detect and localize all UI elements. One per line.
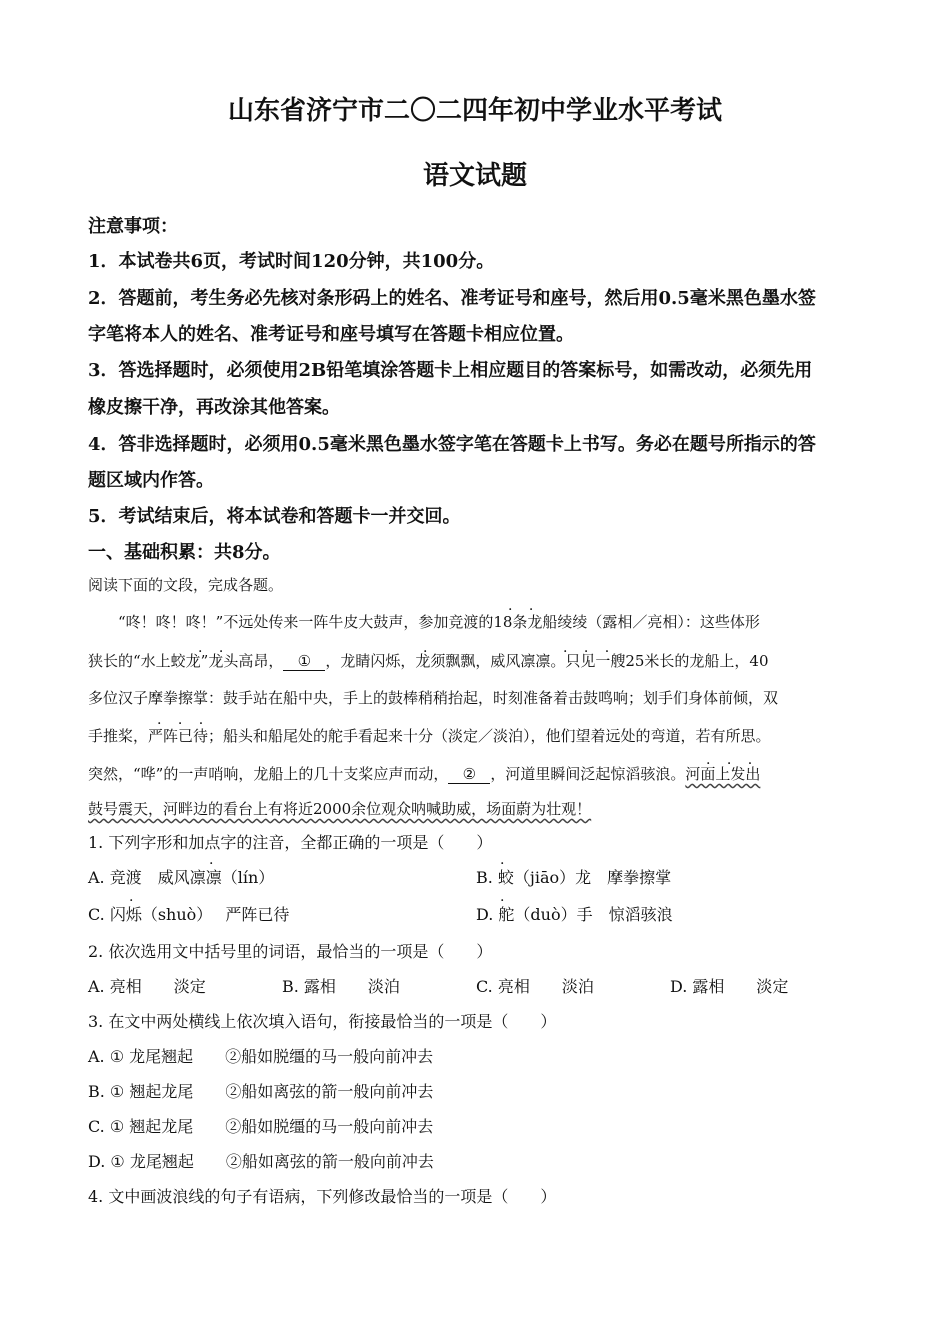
- passage-line: “咚！咚！咚！”不远处传来一阵牛皮大鼓声，参加竞渡的18条龙船绫绫（露相／亮相）：这些体形: [118, 613, 760, 631]
- notice-item: 字笔将本人的姓名、准考证号和座号填写在答题卡相应位置。: [88, 324, 574, 345]
- q3-option-c: C. ① 翘起龙尾 ②船如脱缰的马一般向前冲去: [88, 1117, 434, 1136]
- blank-2: ②: [448, 765, 490, 784]
- passage-line: 手推桨，严阵已待；船头和船尾处的舵手看起来十分（淡定／淡泊），他们望着远处的弯道，若有所思。: [88, 727, 771, 745]
- passage-line: [88, 798, 868, 819]
- section-heading: 一、基础积累：共8分。: [88, 542, 281, 563]
- q2-option-a: A. 亮相 淡定: [88, 977, 206, 996]
- question-3-stem: 3. 在文中两处横线上依次填入语句，衔接最恰当的一项是（ ）: [88, 1012, 557, 1031]
- q2-option-c: C. 亮相 淡泊: [476, 977, 594, 996]
- notice-heading: 注意事项：: [88, 216, 178, 237]
- notice-item: 5．考试结束后，将本试卷和答题卡一并交回。: [88, 506, 461, 527]
- emphasis-dots: .: [500, 889, 511, 905]
- notice-item: 1．本试卷共6页，考试时间120分钟，共100分。: [88, 251, 495, 272]
- question-1-stem: 1. 下列字形和加点字的注音，全都正确的一项是（ ）: [88, 833, 493, 852]
- exam-subtitle: 语文试题: [422, 161, 527, 191]
- emphasis-dots: . .: [508, 598, 540, 614]
- reading-instruction: 阅读下面的文段，完成各题。: [88, 576, 284, 594]
- question-2-stem: 2. 依次选用文中括号里的词语，最恰当的一项是（ ）: [88, 942, 493, 961]
- q1-option-b: B. 蛟（jiāo）龙 摩拳擦掌: [476, 868, 672, 887]
- q2-option-d: D. 露相 淡定: [670, 977, 789, 996]
- notice-item: 题区域内作答。: [88, 470, 214, 491]
- question-4-stem: 4. 文中画波浪线的句子有语病，下列修改最恰当的一项是（ ）: [88, 1187, 557, 1206]
- notice-item: 橡皮擦干净，再改涂其他答案。: [88, 397, 340, 418]
- q1-option-a: A. 竞渡 威风凛凛（lín）: [88, 868, 275, 887]
- passage-line: 多位汉子摩拳擦掌：鼓手站在船中央，手上的鼓棒稍稍抬起，时刻准备着击鼓鸣响；划手们身体前倾，双: [88, 689, 779, 707]
- q1-option-d: D. 舵（duò）手 惊滔骇浪: [476, 905, 673, 924]
- exam-title: 山东省济宁市二〇二四年初中学业水平考试: [227, 96, 722, 126]
- emphasis-dots: .: [500, 852, 511, 868]
- emphasis-dots: .: [129, 889, 140, 905]
- q3-option-b: B. ① 翘起龙尾 ②船如离弦的箭一般向前冲去: [88, 1082, 434, 1101]
- emphasis-dots: .: [423, 640, 434, 656]
- notice-item: 3．答选择题时，必须使用2B铅笔填涂答题卡上相应题目的答案标号，如需改动，必须先用: [88, 360, 813, 381]
- notice-item: 2．答题前，考生务必先核对条形码上的姓名、准考证号和座号，然后用0.5毫米黑色墨水签: [88, 288, 816, 309]
- q3-option-d: D. ① 龙尾翘起 ②船如离弦的箭一般向前冲去: [88, 1152, 434, 1171]
- notice-item: 4．答非选择题时，必须用0.5毫米黑色墨水签字笔在答题卡上书写。务必在题号所指示的答: [88, 434, 816, 455]
- blank-1: ①: [283, 652, 325, 671]
- q1-option-c: C. 闪烁（shuò） 严阵已待: [88, 905, 290, 924]
- emphasis-dots: . . .: [157, 712, 210, 728]
- emphasis-dots: . .: [198, 640, 230, 656]
- emphasis-dots: . . .: [563, 640, 616, 656]
- q2-option-b: B. 露相 淡泊: [282, 977, 400, 996]
- emphasis-dots: .: [209, 852, 220, 868]
- passage-line: 突然，“哗”的一声哨响，龙船上的几十支桨应声而动， ② ，河道里瞬间泛起惊滔骇浪。河面上发出: [88, 765, 761, 783]
- emphasis-dots: . . .: [706, 752, 759, 768]
- q3-option-a: A. ① 龙尾翘起 ②船如脱缰的马一般向前冲去: [88, 1047, 434, 1066]
- wavy-sentence: 鼓号震天，河畔边的看台上有将近2000余位观众呐喊助威，场面蔚为壮观！: [88, 800, 592, 818]
- passage-line: 狭长的“水上蛟龙”龙头高昂， ① ，龙睛闪烁，龙须飘飘，威风凛凛。只见一艘25米长的龙船上，40: [88, 652, 769, 670]
- wavy-sentence-start: 河面上发出: [685, 765, 761, 783]
